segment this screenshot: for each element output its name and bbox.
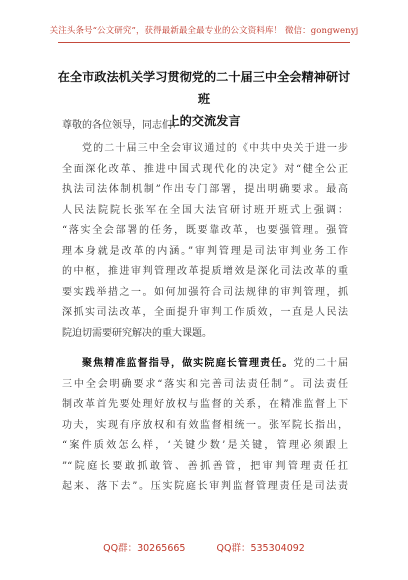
salutation: 尊敬的各位领导，同志们： xyxy=(62,120,182,131)
paragraph-intro xyxy=(62,139,348,344)
paragraph-line: 的中枢，推进审判管理改革提质增效是深化司法改革的重 xyxy=(62,266,348,277)
document-title-line-1: 在全市政法机关学习贯彻党的二十届三中全会精神研讨班 xyxy=(57,70,351,106)
paragraph-lead-text: 党的二十届 xyxy=(293,358,348,369)
paragraph-line: 党的二十届三中全会审议通过的《中共中央关于进一步 xyxy=(82,143,348,154)
footer-qq-group-2: QQ群：535304092 xyxy=(216,543,305,554)
section-heading: 聚焦精准监督指导，做实院庭长管理责任。 xyxy=(82,358,294,369)
paragraph-line: 人民法院院长张军在全国大法官研讨班开班式上强调： xyxy=(62,204,348,216)
header-divider xyxy=(58,42,350,43)
paragraph-line: 起来、落下去”。压实院庭长审判监督管理责任是司法责 xyxy=(62,481,348,492)
footer-contact xyxy=(0,540,408,554)
paragraph-line: ”“院庭长要敢抓敢管、善抓善管，把审判管理责任扛 xyxy=(62,460,348,472)
paragraph-line: 全面深化改革、推进中国式现代化的决定》对“健全公正 xyxy=(62,163,348,175)
paragraph-line: 院迫切需要研究解决的重大课题。 xyxy=(62,327,212,339)
paragraph-line: 深抓实司法改革，全面提升审判工作质效，一直是人民法 xyxy=(62,307,348,318)
header-banner: 关注头条号“公文研究”，获得最新最全最专业的公文资料库！ 微信：gongwenyj xyxy=(49,26,359,36)
paragraph-line: 三中全会明确要求“落实和完善司法责任制”。司法责任 xyxy=(62,378,348,390)
paragraph-line: 理本身就是改革的内涵。”审判管理是司法审判业务工作 xyxy=(62,245,348,257)
paragraph-line xyxy=(62,354,348,375)
paragraph-line: 功夫，实现有序放权和有效监督相统一。张军院长指出， xyxy=(62,419,348,431)
paragraph-line: 要实践举措之一。如何加强符合司法规律的审判管理，抓 xyxy=(62,286,348,298)
paragraph-supervision xyxy=(62,354,348,498)
paragraph-line: “落实全会部署的任务，既要靠改革，也要强管理。强管 xyxy=(62,225,348,236)
document-title-line-2: 上的交流发言 xyxy=(167,114,241,128)
footer-qq-group-1: QQ群：30265665 xyxy=(103,543,186,554)
paragraph-line: “案件质效怎么样，‘关键少数’是关键，管理必须跟上 xyxy=(62,440,348,451)
paragraph-line: 执法司法体制机制”作出专门部署，提出明确要求。最高 xyxy=(62,184,348,195)
paragraph-line: 制改革首先要处理好放权与监督的关系，在精准监督上下 xyxy=(62,399,348,410)
